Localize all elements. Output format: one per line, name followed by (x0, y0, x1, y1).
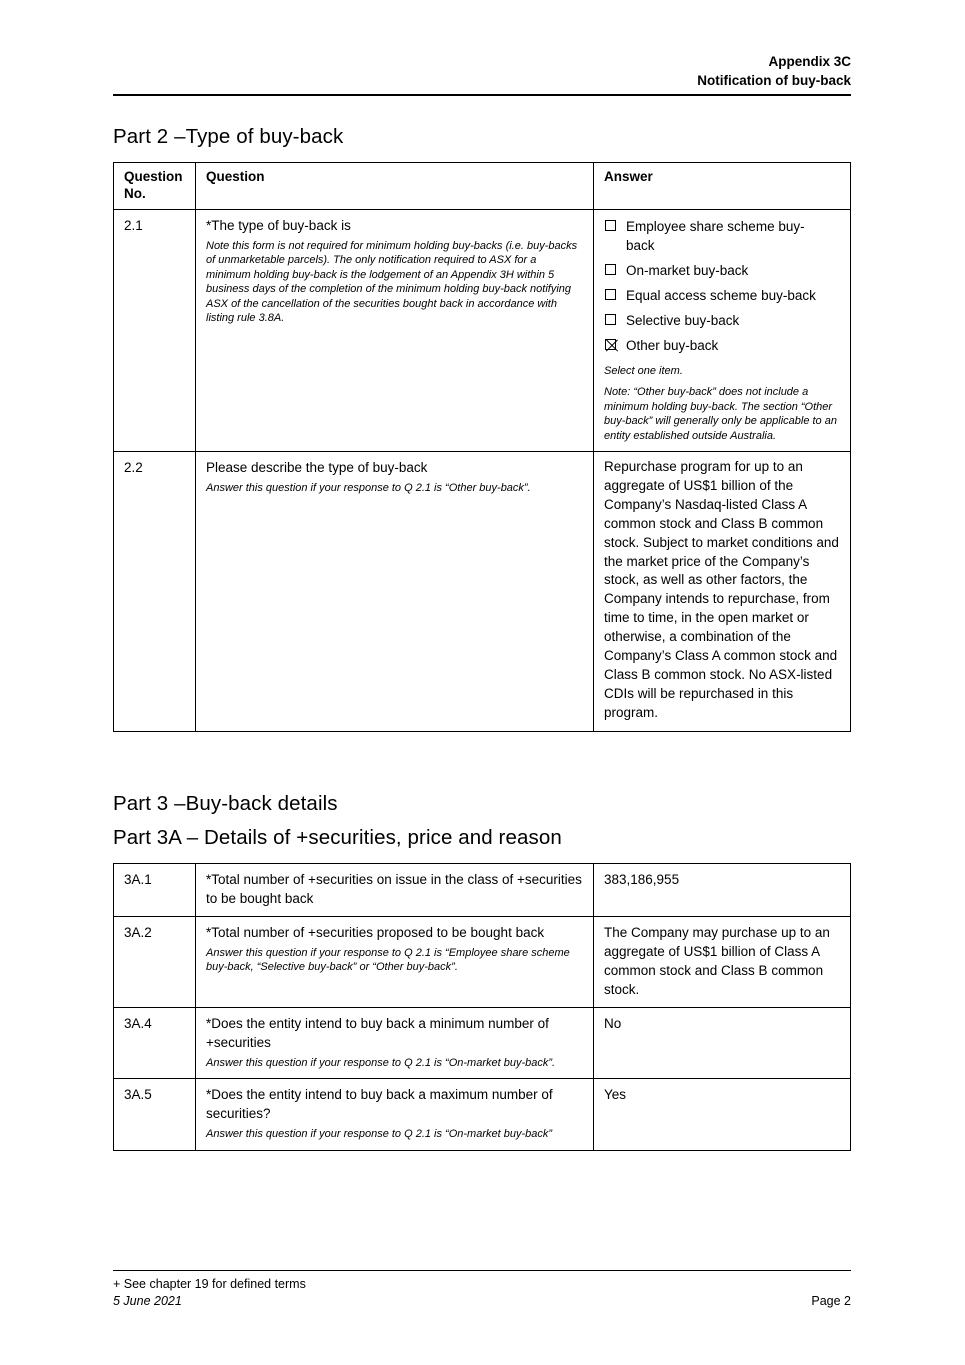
checkbox-option-selective[interactable] (604, 311, 841, 330)
page-footer (113, 1270, 851, 1310)
answer-text: No (604, 1015, 622, 1031)
checkbox-label: Equal access scheme buy-back (626, 288, 816, 303)
question-no: 2.1 (114, 210, 196, 452)
footer-date: 5 June 2021 (113, 1294, 182, 1308)
question-text: *Total number of +securities on issue in the class of +securities to be bought back (206, 871, 582, 906)
checkbox-on-market[interactable] (605, 264, 616, 275)
column-header-question-no: Question No. (114, 163, 196, 210)
checkbox-option-employee-share-scheme[interactable] (604, 217, 841, 255)
appendix-subtitle: Notification of buy-back (697, 72, 851, 88)
table-row-3a-5 (114, 1079, 851, 1150)
question-no: 3A.5 (114, 1079, 196, 1150)
part2-table (113, 162, 851, 732)
part2-table-header-row (114, 163, 851, 210)
section-spacer (113, 732, 851, 763)
question-note: Answer this question if your response to Q 2.1 is “On-market buy-back”. (206, 1056, 556, 1069)
document-header (113, 53, 851, 90)
table-row-3a-2 (114, 916, 851, 1007)
checkbox-employee-share-scheme[interactable] (605, 220, 616, 231)
checkbox-equal-access[interactable] (605, 289, 616, 300)
question-text: Please describe the type of buy-back (206, 460, 428, 476)
footer-divider (113, 1270, 851, 1271)
checkbox-other[interactable] (605, 339, 616, 350)
question-note: Note this form is not required for minimum holding buy-backs (i.e. buy-backs of unmarketable parcels). The only notification required to ASX for a minimum holding buy-back is the lodgement of an Appendix 3H within 5 business days of the completion of the minimum holding buy-back notifying ASX of the cancellation of the securities bought back in accordance with listing rule 3.8A. (206, 240, 578, 325)
checkbox-option-other[interactable] (604, 336, 841, 355)
part3a-table (113, 863, 851, 1151)
question-no: 3A.4 (114, 1007, 196, 1078)
part3-heading: Part 3 –Buy-back details (113, 791, 338, 815)
part2-heading: Part 2 –Type of buy-back (113, 125, 344, 148)
answer-text: Repurchase program for up to an aggregate of US$1 billion of the Company’s Nasdaq-listed Class A common stock and Class B common stock. Subject to market conditions and the market price of the Company’s stock, as well as other factors, the Company intends to repurchase, from time to time, in the open market or otherwise, a combination of the Company’s Class A common stock and Class B common stock. No ASX-listed CDIs will be repurchased in this program. (604, 459, 839, 720)
question-text: *Does the entity intend to buy back a minimum number of +securities (206, 1015, 549, 1050)
question-text: *Total number of +securities proposed to be bought back (206, 924, 545, 940)
header-divider (113, 94, 851, 96)
question-text: *The type of buy-back is (206, 218, 351, 233)
question-note: Answer this question if your response to Q 2.1 is “On-market buy-back” (206, 1128, 553, 1141)
answer-note: Note: “Other buy-back” does not include a minimum holding buy-back. The section “Other buy-back” will generally only be applicable to an entity established outside Australia. (604, 386, 837, 442)
table-row-3a-4 (114, 1007, 851, 1078)
checkbox-label: On-market buy-back (626, 263, 749, 278)
question-note: Answer this question if your response to Q 2.1 is “Employee share scheme buy-back, “Selective buy-back” or “Other buy-back”. (206, 946, 570, 974)
checkbox-label: Selective buy-back (626, 313, 740, 328)
checkbox-option-equal-access[interactable] (604, 286, 841, 305)
table-row-2-1 (114, 210, 851, 452)
checkbox-selective[interactable] (605, 314, 616, 325)
question-text: *Does the entity intend to buy back a maximum number of securities? (206, 1087, 553, 1122)
question-no: 3A.1 (114, 863, 196, 916)
answer-text: 383,186,955 (604, 871, 680, 887)
column-header-question: Question (196, 163, 594, 210)
question-note: Answer this question if your response to Q 2.1 is “Other buy-back”. (206, 482, 531, 495)
question-no: 2.2 (114, 452, 196, 732)
answer-text: The Company may purchase up to an aggregate of US$1 billion of Class A common stock and Class B common stock. (604, 924, 830, 997)
question-no: 3A.2 (114, 916, 196, 1007)
appendix-title: Appendix 3C (768, 54, 851, 69)
page-number: Page 2 (811, 1294, 851, 1308)
table-row-3a-1 (114, 863, 851, 916)
checkbox-label: Other buy-back (626, 338, 719, 353)
table-row-2-2 (114, 452, 851, 732)
answer-text: Yes (604, 1087, 627, 1103)
column-header-answer: Answer (594, 163, 851, 210)
part3a-heading: Part 3A – Details of +securities, price and reason (113, 825, 562, 849)
select-one-hint: Select one item. (604, 365, 683, 377)
checkbox-option-on-market[interactable] (604, 261, 841, 280)
defined-terms-note: + See chapter 19 for defined terms (113, 1277, 306, 1291)
checkbox-label: Employee share scheme buy-back (626, 219, 805, 253)
